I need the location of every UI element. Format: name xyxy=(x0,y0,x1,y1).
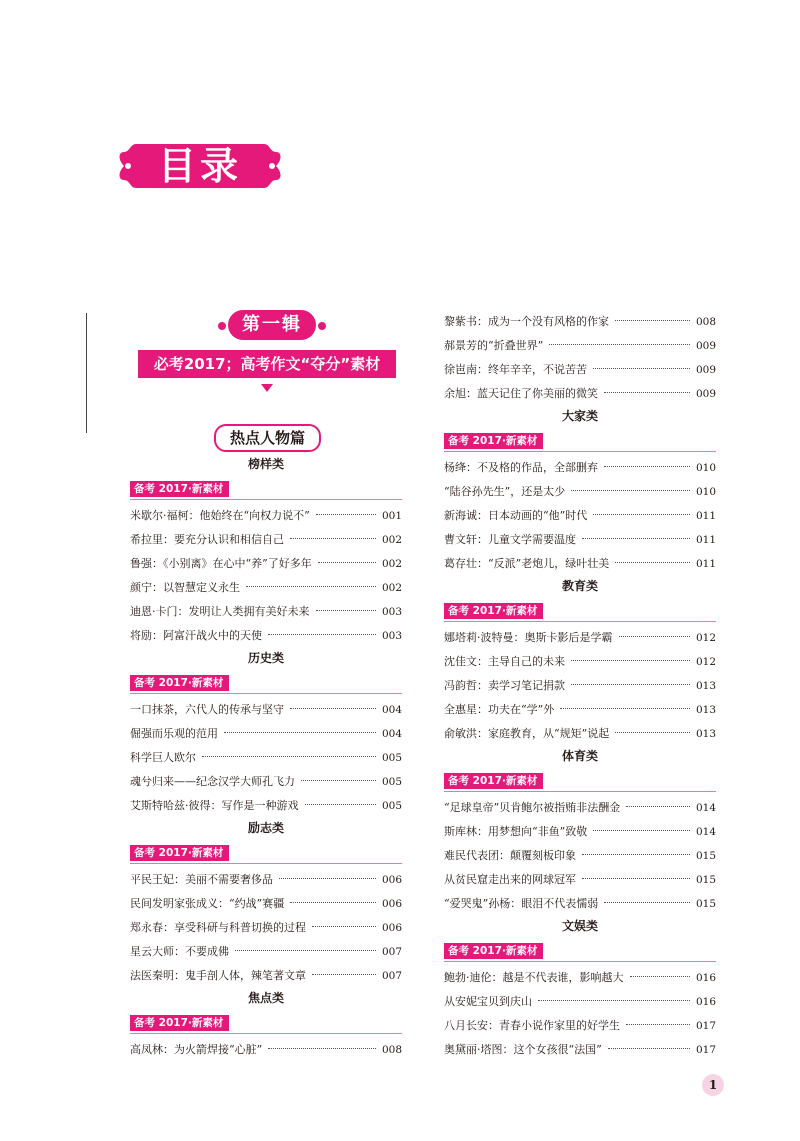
tag-underline xyxy=(130,1033,402,1034)
entry-page: 012 xyxy=(695,656,716,668)
dot-leader xyxy=(224,732,376,733)
entry-title: 杨绛：不及格的作品，全部删弃 xyxy=(444,461,598,474)
entry-page: 017 xyxy=(695,1020,716,1032)
new-material-tag: 备考 2017·新素材 xyxy=(130,845,229,861)
toc-title-banner xyxy=(118,138,282,194)
entry-title: 斯库林：用梦想向“非鱼”致敬 xyxy=(444,825,588,838)
entry-page: 010 xyxy=(695,462,716,474)
category-heading: 焦点类 xyxy=(247,991,284,1005)
dot-leader xyxy=(615,320,690,321)
toc-entry[interactable] xyxy=(130,940,402,964)
toc-entry[interactable] xyxy=(130,576,402,600)
entry-title: 鲍勃·迪伦：越是不代表谁，影响越大 xyxy=(444,971,624,984)
entry-page: 017 xyxy=(695,1044,716,1056)
dot-leader xyxy=(608,1048,690,1049)
entry-page: 002 xyxy=(381,534,402,546)
dot-leader xyxy=(279,878,376,879)
toc-entry[interactable] xyxy=(444,1038,716,1062)
category-heading: 励志类 xyxy=(247,821,284,835)
dot-leader xyxy=(582,854,690,855)
right-column xyxy=(444,310,716,1062)
entry-title: 徐岜南：终年辛辛，不说苦苦 xyxy=(444,363,587,376)
dot-leader xyxy=(305,804,376,805)
toc-entry[interactable] xyxy=(130,600,402,624)
entry-title: 星云大师：不要成佛 xyxy=(130,945,229,958)
category-heading: 体育类 xyxy=(561,749,598,763)
toc-entry[interactable] xyxy=(444,480,716,504)
toc-entry[interactable] xyxy=(130,964,402,988)
entry-title: 一口抹茶，六代人的传承与坚守 xyxy=(130,703,284,716)
entry-title: “足球皇帝”贝肯鲍尔被指贿非法酬金 xyxy=(444,801,621,814)
entry-page: 015 xyxy=(695,850,716,862)
tag-underline xyxy=(444,451,716,452)
dot-leader xyxy=(626,806,690,807)
category-heading: 历史类 xyxy=(247,651,284,665)
toc-entry[interactable] xyxy=(444,1014,716,1038)
tag-underline xyxy=(130,693,402,694)
category-heading: 榜样类 xyxy=(247,457,284,471)
tag-underline xyxy=(130,499,402,500)
entry-page: 006 xyxy=(381,898,402,910)
entry-title: 艾斯特哈兹·彼得：写作是一种游戏 xyxy=(130,799,299,812)
entry-title: 民间发明家张成义：“约战”赛疆 xyxy=(130,897,285,910)
entry-title: 平民王妃：美丽不需要奢侈品 xyxy=(130,873,273,886)
category-heading: 文娱类 xyxy=(561,919,598,933)
toc-entry[interactable] xyxy=(130,552,402,576)
dot-leader xyxy=(316,610,376,611)
toc-entry[interactable] xyxy=(444,358,716,382)
toc-entry[interactable] xyxy=(444,990,716,1014)
entry-title: 沈佳文：主导自己的未来 xyxy=(444,655,565,668)
dot-leader xyxy=(615,732,690,733)
entry-title: 冯韵哲：卖学习笔记捐款 xyxy=(444,679,565,692)
entry-page: 006 xyxy=(381,922,402,934)
dot-leader xyxy=(301,780,376,781)
dot-leader xyxy=(604,392,690,393)
entry-title: 鲁强：《小别离》在心中“养”了好多年 xyxy=(130,557,312,570)
dot-leader xyxy=(318,562,376,563)
entry-page: 008 xyxy=(695,316,716,328)
dot-leader xyxy=(582,538,690,539)
part-title: 热点人物篇 xyxy=(214,424,321,452)
dot-leader xyxy=(312,926,376,927)
page-title: 目录 xyxy=(157,144,242,188)
dot-leader xyxy=(571,684,690,685)
entry-page: 009 xyxy=(695,340,716,352)
toc-entry[interactable] xyxy=(444,334,716,358)
entry-page: 012 xyxy=(695,632,716,644)
toc-entry[interactable] xyxy=(130,528,402,552)
entry-page: 002 xyxy=(381,558,402,570)
part-label xyxy=(130,420,402,454)
toc-entry[interactable] xyxy=(444,626,716,650)
entry-title: 葛存壮：“反派”老炮儿，绿叶壮美 xyxy=(444,557,610,570)
entry-page: 003 xyxy=(381,630,402,642)
entry-title: “爱哭鬼”孙杨：眼泪不代表懦弱 xyxy=(444,897,599,910)
entry-title: 希拉里：要充分认识和相信自己 xyxy=(130,533,284,546)
dot-leader xyxy=(626,1024,690,1025)
entry-page: 002 xyxy=(381,582,402,594)
new-material-tag: 备考 2017·新素材 xyxy=(444,433,543,449)
right-groups xyxy=(444,406,716,1062)
entry-title: 从贫民窟走出来的网球冠军 xyxy=(444,873,576,886)
entry-title: 科学巨人欧尔 xyxy=(130,751,196,764)
toc-entry[interactable] xyxy=(130,1038,402,1062)
dot-leader xyxy=(290,538,376,539)
dot-leader xyxy=(604,902,690,903)
category-heading: 大家类 xyxy=(561,409,598,423)
entry-title: 难民代表团：颠覆刻板印象 xyxy=(444,849,576,862)
entry-page: 013 xyxy=(695,728,716,740)
toc-entry[interactable] xyxy=(130,916,402,940)
toc-entry[interactable] xyxy=(130,504,402,528)
dot-leader xyxy=(268,1048,376,1049)
section-subtitle: 必考2017；高考作文“夺分”素材 xyxy=(138,350,396,378)
dot-leader xyxy=(619,636,690,637)
toc-entry[interactable] xyxy=(444,844,716,868)
toc-entry[interactable] xyxy=(444,528,716,552)
toc-entry[interactable] xyxy=(444,698,716,722)
entry-page: 005 xyxy=(381,776,402,788)
toc-entry[interactable] xyxy=(444,966,716,990)
entry-page: 009 xyxy=(695,364,716,376)
toc-entry[interactable] xyxy=(444,504,716,528)
entry-title: 娜塔莉·波特曼：奥斯卡影后是学霸 xyxy=(444,631,613,644)
toc-entry[interactable] xyxy=(130,746,402,770)
entry-page: 015 xyxy=(695,898,716,910)
left-groups xyxy=(130,454,402,1062)
entry-page: 009 xyxy=(695,388,716,400)
right-top-entries xyxy=(444,310,716,406)
toc-entry[interactable] xyxy=(444,552,716,576)
entry-title: 郝景芳的“折叠世界” xyxy=(444,339,544,352)
entry-page: 011 xyxy=(695,558,716,570)
section-badge: 第一辑 xyxy=(228,310,316,340)
entry-page: 015 xyxy=(695,874,716,886)
left-column xyxy=(130,310,402,1062)
entry-page: 010 xyxy=(695,486,716,498)
toc-entry[interactable] xyxy=(444,722,716,746)
dot-leader xyxy=(202,756,376,757)
entry-title: 倔强而乐观的范用 xyxy=(130,727,218,740)
entry-page: 005 xyxy=(381,800,402,812)
dot-leader xyxy=(615,562,690,563)
toc-entry[interactable] xyxy=(444,796,716,820)
entry-page: 008 xyxy=(381,1044,402,1056)
new-material-tag: 备考 2017·新素材 xyxy=(130,1015,229,1031)
tag-underline xyxy=(444,621,716,622)
section-header xyxy=(130,310,402,410)
entry-title: 将励：阿富汗战火中的天使 xyxy=(130,629,262,642)
dot-leader xyxy=(593,514,690,515)
dot-leader xyxy=(312,974,376,975)
tag-underline xyxy=(130,863,402,864)
entry-page: 011 xyxy=(695,534,716,546)
entry-title: 郑永春：享受科研与科普切换的过程 xyxy=(130,921,306,934)
entry-page: 003 xyxy=(381,606,402,618)
dot-leader xyxy=(549,344,690,345)
entry-title: 颜宁：以智慧定义永生 xyxy=(130,581,240,594)
entry-page: 004 xyxy=(381,728,402,740)
dot-leader xyxy=(290,708,376,709)
new-material-tag: 备考 2017·新素材 xyxy=(444,943,543,959)
entry-title: 新海诚：日本动画的“他”时代 xyxy=(444,509,588,522)
margin-rule xyxy=(86,313,87,433)
toc-entry[interactable] xyxy=(130,698,402,722)
dot-leader xyxy=(316,514,376,515)
toc-entry[interactable] xyxy=(130,892,402,916)
entry-page: 016 xyxy=(695,996,716,1008)
entry-page: 001 xyxy=(381,510,402,522)
dot-leader xyxy=(582,878,690,879)
toc-entry[interactable] xyxy=(444,674,716,698)
toc-entry[interactable] xyxy=(444,892,716,916)
dot-leader xyxy=(246,586,376,587)
dot-leader xyxy=(593,830,690,831)
entry-page: 014 xyxy=(695,802,716,814)
entry-page: 014 xyxy=(695,826,716,838)
entry-page: 006 xyxy=(381,874,402,886)
entry-title: 曹文轩：儿童文学需要温度 xyxy=(444,533,576,546)
toc-entry[interactable] xyxy=(130,794,402,818)
dot-leader xyxy=(268,634,376,635)
dot-leader xyxy=(593,368,690,369)
entry-title: 迪恩·卡门：发明让人类拥有美好未来 xyxy=(130,605,310,618)
dot-leader xyxy=(630,976,690,977)
toc-entry[interactable] xyxy=(130,722,402,746)
entry-title: 魂兮归来——纪念汉学大师孔飞力 xyxy=(130,775,295,788)
new-material-tag: 备考 2017·新素材 xyxy=(130,481,229,497)
entry-page: 004 xyxy=(381,704,402,716)
category-heading: 教育类 xyxy=(561,579,598,593)
entry-title: “陆谷孙先生”，还是太少 xyxy=(444,485,566,498)
dot-leader xyxy=(235,950,376,951)
dot-leader xyxy=(571,490,690,491)
entry-page: 013 xyxy=(695,680,716,692)
tag-underline xyxy=(444,961,716,962)
entry-title: 奥黛丽·塔图：这个女孩很“法国” xyxy=(444,1043,602,1056)
entry-page: 007 xyxy=(381,946,402,958)
entry-title: 法医秦明：鬼手剖人体，辣笔著文章 xyxy=(130,969,306,982)
toc-entry[interactable] xyxy=(444,820,716,844)
entry-title: 俞敏洪：家庭教育，从“规矩”说起 xyxy=(444,727,610,740)
toc-entry[interactable] xyxy=(444,650,716,674)
tag-underline xyxy=(444,791,716,792)
new-material-tag: 备考 2017·新素材 xyxy=(444,773,543,789)
down-arrow-icon xyxy=(261,384,273,392)
entry-title: 从安妮宝贝到庆山 xyxy=(444,995,532,1008)
toc-entry[interactable] xyxy=(444,382,716,406)
entry-page: 005 xyxy=(381,752,402,764)
new-material-tag: 备考 2017·新素材 xyxy=(130,675,229,691)
entry-page: 013 xyxy=(695,704,716,716)
toc-entry[interactable] xyxy=(444,456,716,480)
toc-entry[interactable] xyxy=(444,868,716,892)
entry-title: 黎紫书：成为一个没有风格的作家 xyxy=(444,315,609,328)
entry-title: 全惠星：功夫在“学”外 xyxy=(444,703,555,716)
entry-title: 余旭：蓝天记住了你美丽的微笑 xyxy=(444,387,598,400)
toc-entry[interactable] xyxy=(130,868,402,892)
toc-entry[interactable] xyxy=(130,770,402,794)
entry-title: 八月长安：青春小说作家里的好学生 xyxy=(444,1019,620,1032)
entry-title: 高凤林：为火箭焊接“心脏” xyxy=(130,1043,263,1056)
dot-leader xyxy=(560,708,690,709)
page-number: 1 xyxy=(702,1074,724,1096)
dot-leader xyxy=(604,466,690,467)
dot-leader xyxy=(538,1000,690,1001)
dot-leader xyxy=(571,660,690,661)
toc-entry[interactable] xyxy=(130,624,402,648)
dot-leader xyxy=(290,902,376,903)
toc-entry[interactable] xyxy=(444,310,716,334)
entry-page: 011 xyxy=(695,510,716,522)
entry-page: 007 xyxy=(381,970,402,982)
entry-page: 016 xyxy=(695,972,716,984)
entry-title: 米歇尔·福柯：他始终在“向权力说不” xyxy=(130,509,310,522)
new-material-tag: 备考 2017·新素材 xyxy=(444,603,543,619)
